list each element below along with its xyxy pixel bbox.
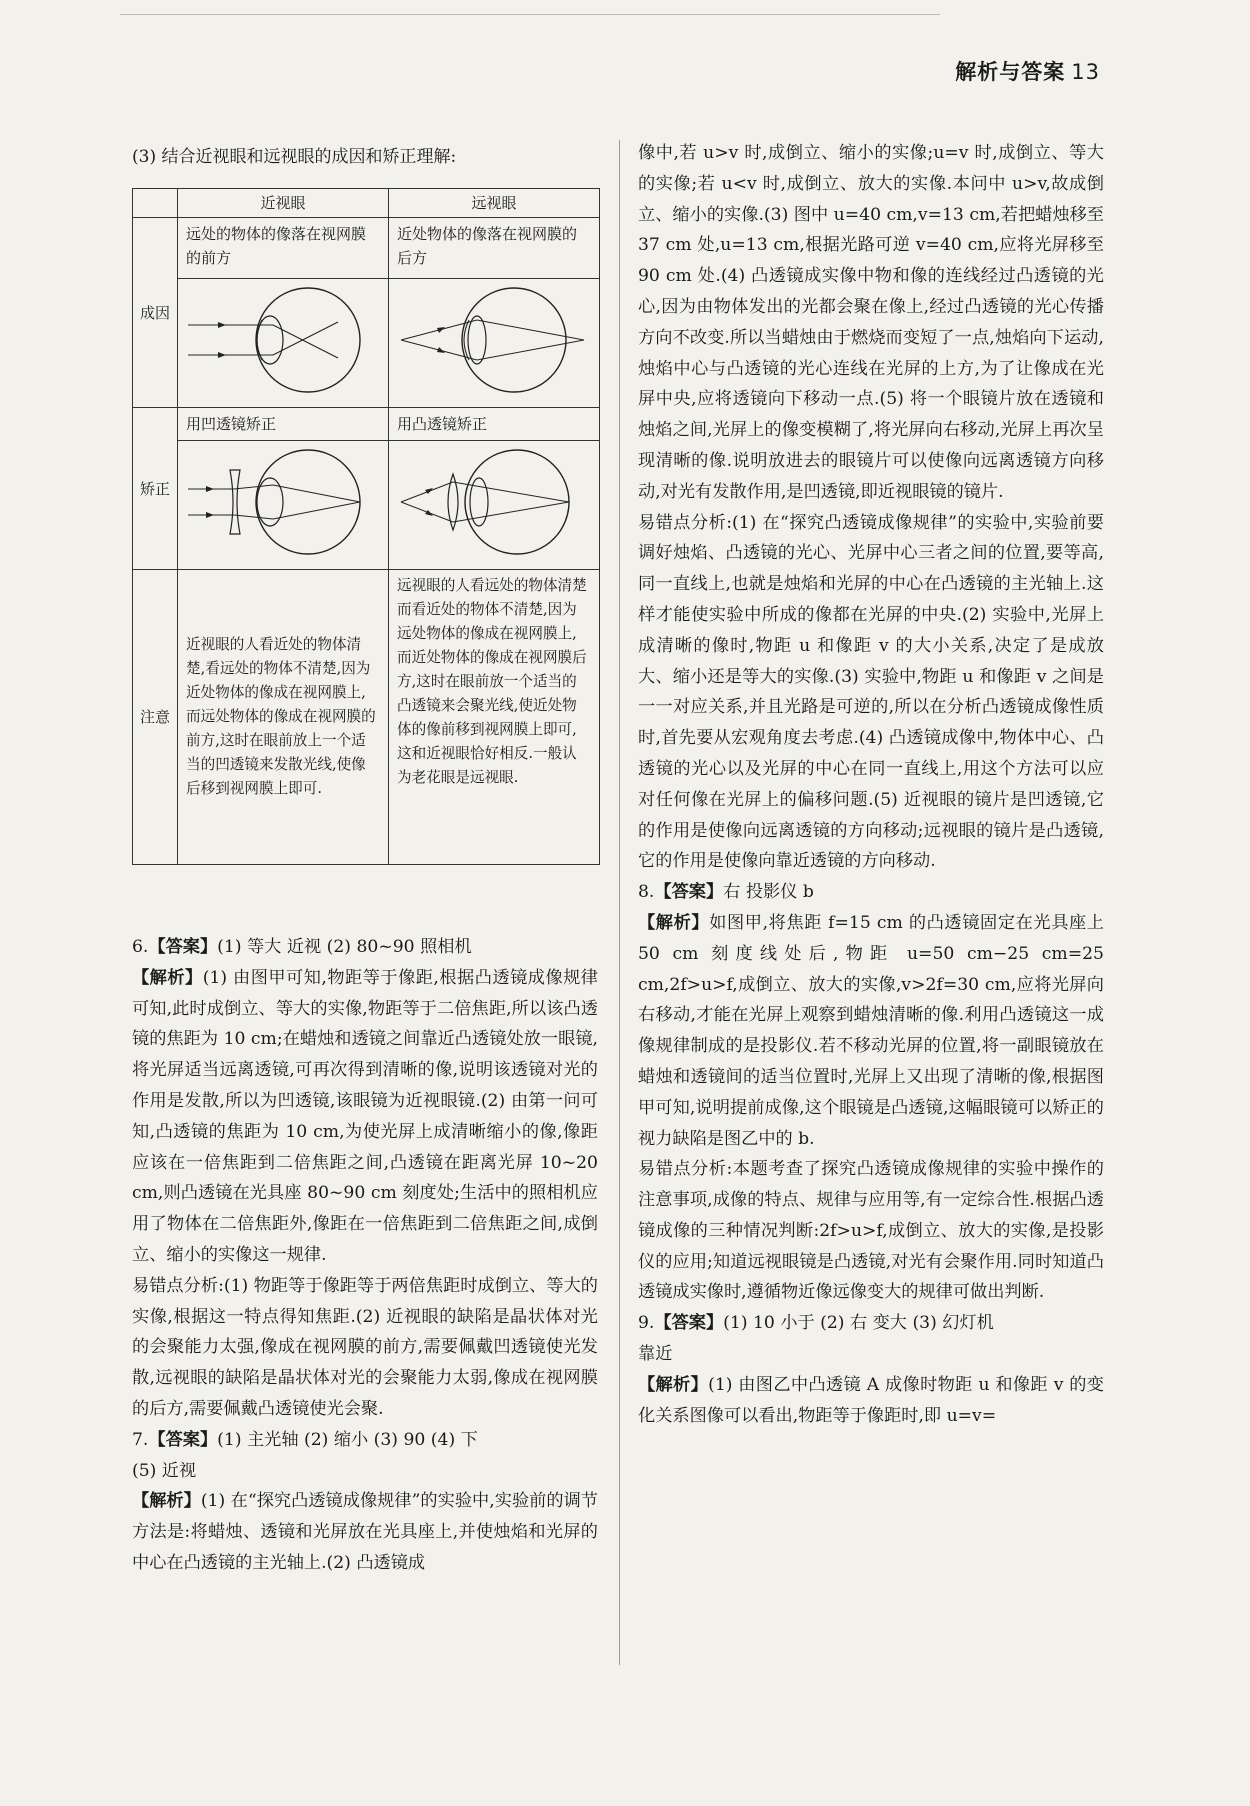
note-far-text: 远视眼的人看远处的物体清楚而看近处的物体不清楚,因为远处物体的像成在视网膜上,而近处物体的像成在视网膜后方,这时在眼前放一个适当的凸透镜来会聚光线,使近处物体的像前移到视网膜上即可,这和近视眼恰好相反.一般认为老花眼是远视眼. bbox=[389, 570, 600, 865]
right-column bbox=[638, 138, 1104, 1431]
q6-answer-line bbox=[132, 932, 598, 963]
near-eye-diagram bbox=[178, 279, 389, 408]
q8-analysis-tag: 【解析】 bbox=[638, 912, 710, 933]
near-eye-svg bbox=[178, 280, 388, 400]
page-header bbox=[955, 56, 1100, 86]
q6-answer-tag: 【答案】 bbox=[148, 937, 218, 957]
q8-answer-tag: 【答案】 bbox=[654, 882, 724, 903]
table-corner bbox=[133, 189, 178, 218]
q7-number: 7. bbox=[132, 1429, 149, 1450]
row-header-note: 注意 bbox=[133, 570, 178, 865]
q8-analysis bbox=[638, 908, 1104, 1154]
column-divider bbox=[619, 140, 620, 1665]
q8-analysis-text: 如图甲,将焦距 f=15 cm 的凸透镜固定在光具座上 50 cm 刻度线处后,物距 u=50 cm−25 cm=25 cm,2f>u>f,成倒立、放大的实像,v>2f=30 cm,应将光屏向右移动,才能在光屏上观察到蜡烛清晰的像.利用凸透镜这一成像规律制成的是投影仪.若不移动光屏的位置,将一副眼镜放在蜡烛和透镜间的适当位置时,光屏上又出现了清晰的像,根据图甲可知,说明提前成像,这个眼镜是凸透镜,这幅眼镜可以矫正的视力缺陷是图乙中的 b. bbox=[638, 912, 1104, 1149]
near-correction-diagram bbox=[178, 441, 389, 570]
q7-analysis-continued: 像中,若 u>v 时,成倒立、缩小的实像;u=v 时,成倒立、等大的实像;若 u<v 时,成倒立、放大的实像.本问中 u>v,故成倒立、缩小的实像.(3) 图中 u=40 cm,v=13 cm,若把蜡烛移至 37 cm 处,u=13 cm,根据光路可逆 v=40 cm,应将光屏移至 90 cm 处.(4) 凸透镜成实像中物和像的连线经过凸透镜的光心,因为由物体发出的光都会聚在像上,经过凸透镜的光心传播方向不改变.所以当蜡烛由于燃烧而变短了一点,烛焰向下运动,烛焰中心与凸透镜的光心连线在光屏的上方,为了让像成在光屏中央,应将透镜向下移动一点.(5) 将一个眼镜片放在透镜和烛焰之间,光屏上的像变模糊了,将光屏向右移动,光屏上再次呈现清晰的像.说明放进去的眼镜片可以使像向远离透镜方向移动,对光有发散作用,是凹透镜,即近视眼镜的镜片. bbox=[638, 143, 1104, 502]
q7-error-analysis: 易错点分析:(1) 在“探究凸透镜成像规律”的实验中,实验前要调好烛焰、凸透镜的光心、光屏中心三者之间的位置,要等高,同一直线上,也就是烛焰和光屏的中心在凸透镜的主光轴上.这样才能使实验中所成的像都在光屏的中央.(2) 实验中,光屏上成清晰的像时,物距 u 和像距 v 的大小关系,决定了是成放大、缩小还是等大的实像.(3) 实验中,物距 u 和像距 v 之间是一一对应关系,并且光路是可逆的,所以在分析凸透镜成像性质时,首先要从宏观角度去考虑.(4) 凸透镜成像中,物体中心、凸透镜的光心以及光屏的中心在同一直线上,用这个方法可以应对任何像在光屏上的偏移问题.(5) 近视眼的镜片是凹透镜,它的作用是使像向远离透镜的方向移动;远视眼的镜片是凸透镜,它的作用是使像向靠近透镜的方向移动. bbox=[638, 512, 1104, 872]
cause-far-text: 近处物体的像落在视网膜的后方 bbox=[389, 218, 600, 279]
col-header-far: 远视眼 bbox=[389, 189, 600, 218]
correct-near-text: 用凹透镜矫正 bbox=[178, 408, 389, 441]
note-near-text: 近视眼的人看近处的物体清楚,看远处的物体不清楚,因为近处物体的像成在视网膜上,而远处物体的像成在视网膜的前方,这时在眼前放上一个适当的凹透镜来发散光线,使像后移到视网膜上即可. bbox=[178, 570, 389, 865]
q6-analysis-tag: 【解析】 bbox=[132, 967, 203, 988]
cause-near-text: 远处的物体的像落在视网膜的前方 bbox=[178, 218, 389, 279]
q9-analysis bbox=[638, 1370, 1104, 1432]
q7-answer-line bbox=[132, 1425, 598, 1456]
page-number: 13 bbox=[1071, 60, 1100, 84]
q6-number: 6. bbox=[132, 937, 149, 957]
q6-error-analysis: 易错点分析:(1) 物距等于像距等于两倍焦距时成倒立、等大的实像,根据这一特点得知焦距.(2) 近视眼的缺陷是晶状体对光的会聚能力太强,像成在视网膜的前方,需要佩戴凹透镜使光发散,远视眼的缺陷是晶状体对光的会聚能力太弱,像成在视网膜的后方,需要佩戴凸透镜使光会聚. bbox=[132, 1275, 598, 1419]
row-header-correct: 矫正 bbox=[133, 408, 178, 570]
q9-answer-line-2: 靠近 bbox=[638, 1344, 673, 1365]
col-header-near: 近视眼 bbox=[178, 189, 389, 218]
table-intro: (3) 结合近视眼和远视眼的成因和矫正理解: bbox=[132, 147, 457, 167]
q7-analysis-text: (1) 在“探究凸透镜成像规律”的实验中,实验前的调节方法是:将蜡烛、透镜和光屏放在光具座上,并使烛焰和光屏的中心在凸透镜的主光轴上.(2) 凸透镜成 bbox=[132, 1491, 598, 1573]
far-correction-svg bbox=[389, 442, 599, 562]
q8-error-analysis: 易错点分析:本题考查了探究凸透镜成像规律的实验中操作的注意事项,成像的特点、规律与应用等,有一定综合性.根据凸透镜成像的三种情况判断:2f>u>f,成倒立、放大的实像,是投影仪的应用;知道远视眼镜是凸透镜,对光有会聚作用.同时知道凸透镜成实像时,遵循物近像远像变大的规律可做出判断. bbox=[638, 1159, 1104, 1303]
top-rule bbox=[120, 14, 940, 15]
q7-answer-line-2: (5) 近视 bbox=[132, 1460, 197, 1481]
q9-analysis-tag: 【解析】 bbox=[638, 1374, 709, 1395]
correct-far-text: 用凸透镜矫正 bbox=[389, 408, 600, 441]
q9-answer: (1) 10 小于 (2) 右 变大 (3) 幻灯机 bbox=[723, 1313, 994, 1334]
far-correction-diagram bbox=[389, 441, 600, 570]
q6-analysis-text: (1) 由图甲可知,物距等于像距,根据凸透镜成像规律可知,此时成倒立、等大的实像,物距等于二倍焦距,所以该凸透镜的焦距为 10 cm;在蜡烛和透镜之间靠近凸透镜处放一眼镜,将光屏适当远离透镜,可再次得到清晰的像,说明该透镜对光的作用是发散,所以为凹透镜,该眼镜为近视眼镜.(2) 由第一问可知,凸透镜的焦距为 10 cm,为使光屏上成清晰缩小的像,像距应该在一倍焦距到二倍焦距之间,凸透镜在距离光屏 10~20 cm,则凸透镜在光具座 80~90 cm 刻度处;生活中的照相机应用了物体在二倍焦距外,像距在一倍焦距到二倍焦距之间,成倒立、缩小的实像这一规律. bbox=[132, 967, 598, 1265]
q6-analysis bbox=[132, 963, 598, 1271]
far-eye-diagram bbox=[389, 279, 600, 408]
q8-answer-line bbox=[638, 877, 1104, 908]
q7-analysis-tag: 【解析】 bbox=[132, 1491, 201, 1512]
left-column bbox=[132, 932, 598, 1579]
q7-answer-tag: 【答案】 bbox=[148, 1429, 218, 1450]
row-header-cause: 成因 bbox=[133, 218, 178, 408]
q9-answer-line bbox=[638, 1308, 1104, 1339]
q7-analysis bbox=[132, 1486, 598, 1578]
header-title: 解析与答案 bbox=[955, 60, 1066, 84]
q6-answer: (1) 等大 近视 (2) 80~90 照相机 bbox=[217, 937, 472, 957]
q8-answer: 右 投影仪 b bbox=[723, 882, 814, 903]
q9-answer-tag: 【答案】 bbox=[654, 1313, 724, 1334]
q7-answer: (1) 主光轴 (2) 缩小 (3) 90 (4) 下 bbox=[217, 1429, 478, 1450]
q8-number: 8. bbox=[638, 882, 655, 903]
eye-comparison-table bbox=[132, 188, 600, 865]
q9-number: 9. bbox=[638, 1313, 655, 1334]
near-correction-svg bbox=[178, 442, 388, 562]
q9-analysis-text: (1) 由图乙中凸透镜 A 成像时物距 u 和像距 v 的变化关系图像可以看出,物距等于像距时,即 u=v= bbox=[638, 1374, 1104, 1426]
far-eye-svg bbox=[389, 280, 599, 400]
